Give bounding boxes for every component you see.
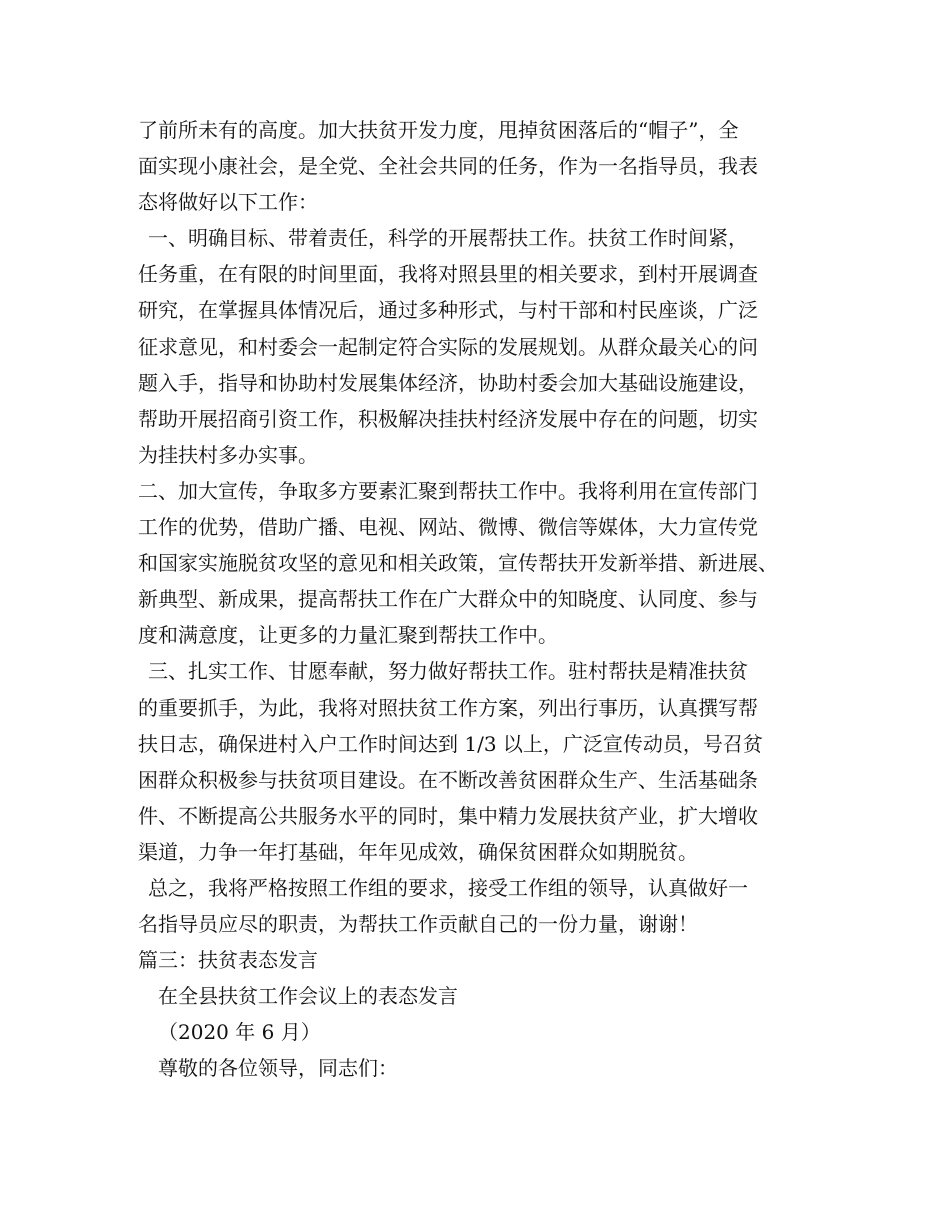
text-line: 题入手，指导和协助村发展集体经济，协助村委会加大基础设施建设， xyxy=(138,370,758,395)
speech-title: 在全县扶贫工作会议上的表态发言 xyxy=(158,984,458,1009)
text-line: 的重要抓手，为此，我将对照扶贫工作方案，列出行事历，认真撰写帮 xyxy=(138,695,758,720)
text-line: 名指导员应尽的职责，为帮扶工作贡献自己的一份力量，谢谢！ xyxy=(138,912,698,937)
section-heading-line: 二、加大宣传，争取多方要素汇聚到帮扶工作中。我将利用在宣传部门 xyxy=(138,478,758,503)
speech-date: （2020 年 6 月） xyxy=(158,1020,321,1045)
text-line: 度和满意度，让更多的力量汇聚到帮扶工作中。 xyxy=(138,623,558,648)
text-line: 工作的优势，借助广播、电视、网站、微博、微信等媒体，大力宣传党 xyxy=(138,515,758,540)
text-line: 新典型、新成果，提高帮扶工作在广大群众中的知晓度、认同度、参与 xyxy=(138,587,758,612)
text-line: 困群众积极参与扶贫项目建设。在不断改善贫困群众生产、生活基础条 xyxy=(138,767,758,792)
text-line: 帮助开展招商引资工作，积极解决挂扶村经济发展中存在的问题，切实 xyxy=(138,406,758,431)
text-line: 件、不断提高公共服务水平的同时，集中精力发展扶贫产业，扩大增收 xyxy=(138,803,758,828)
text-line: 和国家实施脱贫攻坚的意见和相关政策，宣传帮扶开发新举措、新进展、 xyxy=(138,551,778,576)
section-heading-line: 三、扎实工作、甘愿奉献，努力做好帮扶工作。驻村帮扶是精准扶贫 xyxy=(148,659,748,684)
text-line: 了前所未有的高度。加大扶贫开发力度，甩掉贫困落后的“帽子”，全 xyxy=(138,118,739,142)
chapter-title: 篇三：扶贫表态发言 xyxy=(138,948,318,973)
text-line: 任务重，在有限的时间里面，我将对照县里的相关要求，到村开展调查 xyxy=(138,262,758,287)
text-line: 扶日志，确保进村入户工作时间达到 1/3 以上，广泛宣传动员，号召贫 xyxy=(138,731,763,756)
salutation: 尊敬的各位领导，同志们： xyxy=(158,1056,398,1081)
conclusion-line: 总之，我将严格按照工作组的要求，接受工作组的领导，认真做好一 xyxy=(148,875,748,900)
text-line: 态将做好以下工作： xyxy=(138,190,318,215)
section-heading-line: 一、明确目标、带着责任，科学的开展帮扶工作。扶贫工作时间紧， xyxy=(148,226,748,251)
text-line: 面实现小康社会，是全党、全社会共同的任务，作为一名指导员，我表 xyxy=(138,154,758,179)
text-line: 研究，在掌握具体情况后，通过多种形式，与村干部和村民座谈，广泛 xyxy=(138,298,758,323)
text-line: 征求意见，和村委会一起制定符合实际的发展规划。从群众最关心的问 xyxy=(138,334,758,359)
text-line: 为挂扶村多办实事。 xyxy=(138,442,318,467)
text-line: 渠道，力争一年打基础，年年见成效，确保贫困群众如期脱贫。 xyxy=(138,839,698,864)
document-body xyxy=(138,112,828,1087)
